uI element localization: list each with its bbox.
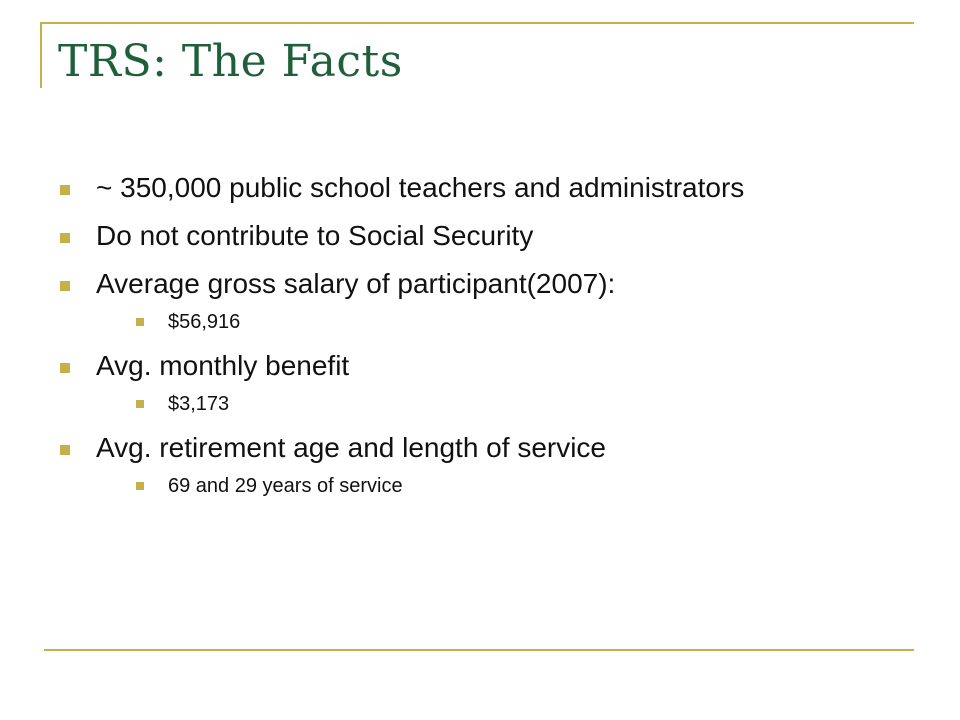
sub-bullet-text: 69 and 29 years of service: [168, 475, 403, 497]
square-bullet-icon: [60, 281, 70, 291]
bullet-item: [60, 220, 920, 252]
bottom-rule: [44, 649, 914, 651]
square-bullet-icon: [60, 233, 70, 243]
left-rule: [40, 22, 42, 88]
square-bullet-icon: [60, 363, 70, 373]
bullet-text: Do not contribute to Social Security: [96, 220, 534, 251]
bullet-item: [60, 432, 920, 464]
sub-bullet-item: [60, 392, 920, 416]
sub-bullet-item: [60, 310, 920, 334]
bullet-item: [60, 268, 920, 300]
bullet-text: ~ 350,000 public school teachers and administrators: [96, 172, 745, 203]
bullet-item: [60, 350, 920, 382]
square-bullet-icon: [136, 400, 144, 408]
square-bullet-icon: [60, 445, 70, 455]
sub-bullet-item: [60, 474, 920, 498]
bullet-text: Avg. retirement age and length of service: [96, 432, 607, 463]
sub-bullet-text: $56,916: [168, 311, 241, 333]
square-bullet-icon: [60, 185, 70, 195]
square-bullet-icon: [136, 482, 144, 490]
sub-bullet-text: $3,173: [168, 393, 230, 415]
square-bullet-icon: [136, 318, 144, 326]
bullet-item: [60, 172, 920, 204]
slide-title: TRS: The Facts: [58, 36, 403, 87]
bullet-list: [60, 172, 920, 514]
bullet-text: Average gross salary of participant(2007):: [96, 268, 616, 299]
bullet-text: Avg. monthly benefit: [96, 350, 350, 381]
top-rule: [40, 22, 914, 24]
